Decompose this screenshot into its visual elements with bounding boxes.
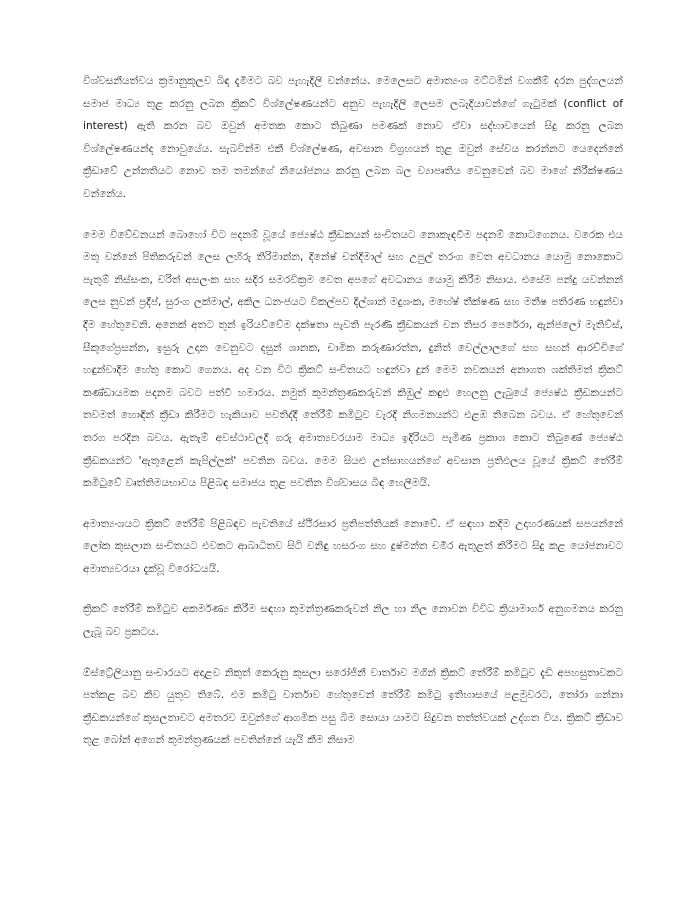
paragraph-3: අමාත්‍යංශයට ක්‍රිකට් තේරීම් පිළිබඳව පැවතියේ ස්ථිරසාර ප්‍රතිපත්තියක් නොවේ. ඒ සඳහා කදිම උදාහරණයක් සපයන්නේ ලෝක කුසලාන සංචිතයට එවකට ආබාධිතව සිටි වනිඳු හසරංග සහ දුෂ්මන්ත චමීර ඇතුළත් කිරීමට සිදු කළ යෝජනාවට අමාත්‍යවරයා දැක්වූ විරෝධයයි.	[83, 517, 623, 575]
document-page	[83, 70, 623, 770]
paragraph-4: ක්‍රිකට් තේරීම් කමිටුව අකර්මණ්‍ය කිරීම සඳහා කුමන්ත්‍රණකරුවන් නිල හා නිල නොවන විවිධ ක්‍රියාමාර්ග අනුගමනය කරනු ලැබූ බව ප්‍රකටය.	[83, 603, 623, 639]
paragraph-1: විශ්වසනීයත්වය ක්‍රමානුකූලව බිඳ දැමීමට බව පැහැදිලි වන්නේය. මෙලෙසට අමාත්‍යංශ මට්ටමින් වගකීම් දරන පුද්ගලයන් සමාජ මාධ්‍ය තුළ කරනු ලබන ක්‍රිකට් විශ්ලේෂණයන්ට අනුව පැහැදිලි ලෙසම ලබැදියාවන්ගේ ගැටුමක් (conflict of interest) ඇති කරන බව ඔවුන් අමතක කොට තිබුණා පමණක් නොව ඒවා සද්භාවයෙන් සිදු කරනු ලබන විශ්ලේෂණයන්ද නොවුයේය. සැබවින්ම එකී විශ්ලේෂණ, අවසාන විග්‍රහයන් තුළ ඔවුන් සේවය කරන්නට යෙදෙන්නේ ක්‍රීඩාවේ උන්නතියට නොව තම තමන්ගේ නියෝජනය කරනු ලබන බල ව්‍යාපෘතිය වෙනුවෙන් බව මාගේ නිරීක්ෂණය වන්නේය.	[83, 75, 623, 200]
paragraph-5: ඕස්ට්‍රේලියානු සංචාරයට අදාළව නිකුත් කෙරුනු කුසලා සරෝජිනී වාර්තාව මගින් ක්‍රිකට් තේරීම් කමිටුව දැඩි අපහසුතාවකට පත්කළ බව කිව යුතුව තිබේ. එම කමිටු වාර්තාව හේතුවෙන් තේරීම් කමිටු ඉතිහාසයේ පළමුවරට, තෝරා ගන්නා ක්‍රීඩකයන්ගේ කුසලතාවට අමතරව ඔවුන්ගේ ආගමික පසු බිම සොයා යාමට සිදුවන තත්ත්වයක් උද්ගත විය. ක්‍රිකට් ක්‍රීඩාව තුළ බෝන් අගෙන් කුමන්ත්‍රණයක් පවතින්නේ යැයි කීම නිසාම	[83, 666, 623, 747]
paragraph-2: මෙම විවේචනයන් බොහෝ විට පදනම් වූයේ ජ්‍යෙෂ්ඨ ක්‍රීඩකයන් සංචිතයට නොකැඳවීම පදනම් කොටගෙනය. වරෙක එය මතු වන්නේ පිතිකරුවන් ලෙස ලහිරු තිරිමාන්න, දිනේෂ් චන්දිමාල් සහ උපුල් තරංග වෙත අවධානය යොමු නොකොට පැතුම් නිස්සංක, චරිත් අසලංක සහ සදීර සමරවික්‍රම වෙත අපගේ අවධානය යොමු කිරීම නිසාය. එසේම පන්දු යවන්නන් ලෙස නුවන් ප්‍රදීප්, සුරංග ලක්මාල්, අකිල ධනංජයට විකල්පව දිල්ශාන් මදුශංක, මහේෂ් තීක්ෂණ සහ මතීෂ පතිරණ හඳුන්වා දීම හේතුවෙනි. අනෙක් අතට තුන් ඉරියව්වේම දක්ෂතා පැවති පැරණි ක්‍රීඩකයන් වන තිසර පෙරේරා, ඇන්ජලෝ මැතිව්ස්, සීකුගේප්‍රසන්න, ඉසුරු උදාන වෙනුවට දසුන් ශානක, චාමික කරුණාරත්න, දුනිත් වෙල්ලාලගේ සහ සහන් ආරච්චිගේ හඳුන්වාදීම හේතු කොට ගෙනය. අද වන විට ක්‍රිකට් සංචිතයට හඳුන්වා දුන් මෙම නවකයන් අනාගත ශක්තිමත් ක්‍රිකට් කණ්ඩායමක පදනම බවට පත්වී හමාරය. නමුත් කුමන්ත්‍රණකරුවන් කිඹුල් කඳුළු හෙලනු ලැබුයේ ජ්‍යෙෂ්ඨ ක්‍රීඩකයන්ට තවමත් හොඳින් ක්‍රීඩා කිරීමට හැකියාව පවතිද්දී තේරීම් කමිටුව වැරදි නිගමනයන්ට එළඹ තිබෙන බවය. ඒ හේතුවෙන් තරග පරදින බවය. ඇතැම් අවස්ථාවලදී ගරු අමාත්‍යවරයාම මාධ්‍ය ඉදිරියට පැමිණ ප්‍රකාශ කොට තිබුණේ ජ්‍යෙෂ්ඨ ක්‍රීඩකයන්ට 'ඇතුළෙන් කැපිල්ලක්' පවතින බවය. මෙම සියළු උත්සාහයන්ගේ අවසාන ප්‍රතිඵලය වූයේ ක්‍රිකට් තේරීම් කමිටුවේ වෘත්තිමයභාවය පිළිබඳ සමාජය තුළ පවතින විශ්වාසය බිඳ හෙලීමයි.	[83, 228, 623, 490]
